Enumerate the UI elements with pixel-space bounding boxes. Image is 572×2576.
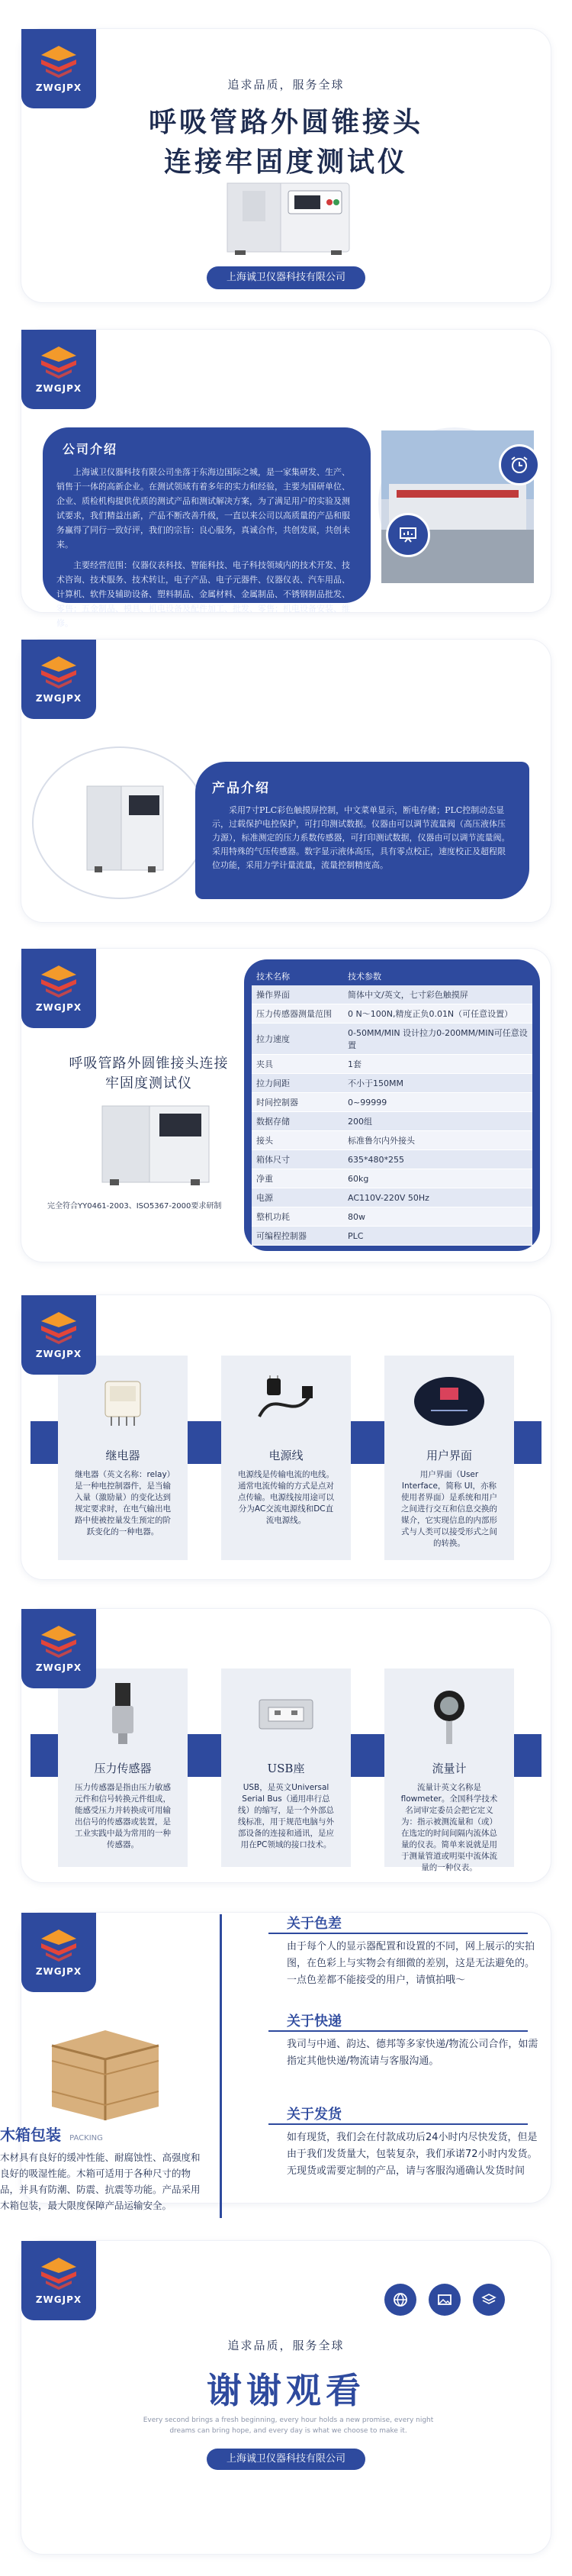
component-name: 流量计 (432, 1762, 467, 1775)
company-intro-heading: 公司介绍 (63, 442, 118, 456)
spec-key: 数据存储 (252, 1112, 343, 1131)
notes-divider-line (220, 1914, 222, 2218)
brand-logo-text: ZWGJPX (35, 1966, 82, 1977)
table-row (252, 1227, 532, 1246)
flowmeter-icon (407, 1676, 491, 1752)
note-shipping-title: 关于发货 (287, 2107, 342, 2123)
company-intro-box (43, 427, 371, 628)
company-card (21, 330, 551, 628)
specs-header-value: 技术参数 (343, 967, 532, 985)
presentation-icon (386, 513, 430, 557)
component-desc: USB，是英文Universal Serial Bus（通用串行总线）的缩写，是一个外部总线标准，用于规范电脑与外部设备的连接和通讯，是应用在PC领域的接口技术。 (238, 1783, 334, 1849)
table-row (252, 1207, 532, 1227)
spec-value: 0-50MM/MIN 设计拉力0-200MM/MIN可任意设置 (343, 1024, 532, 1055)
company-intro-paragraph2: 主要经营范围：仪器仪表科技、智能科技、电子科技领域内的技术开发、技术咨询、技术服务、技术转让，电子产品、电子元器件、仪器仪表、汽车用品、计算机、软件及辅助设备、塑料制品、金属材料、金属制品、不锈钢制品批发、零售；五金制品、模具、机电设备及配件加工、批发、零售；机电设备安装、维修。 (56, 560, 350, 628)
product-photo-circle (32, 746, 207, 899)
spec-value: 60kg (343, 1169, 532, 1188)
table-row (252, 1131, 532, 1150)
component-card-ui (384, 1356, 514, 1560)
spec-key: 净重 (252, 1169, 343, 1188)
brand-tag-2 (21, 330, 96, 409)
table-row (252, 1188, 532, 1207)
hero-title-line2: 连接牢固度测试仪 (163, 146, 408, 178)
spec-key: 拉力间距 (252, 1074, 343, 1093)
note-underline (268, 2123, 528, 2125)
spec-key: 操作界面 (252, 985, 343, 1004)
closing-company-pill: 上海诚卫仪器科技有限公司 (207, 2449, 365, 2470)
note-underline (268, 2030, 528, 2032)
packaging-desc: 木材具有良好的缓冲性能、耐腐蚀性、高强度和良好的吸湿性能。木箱可适用于各种尺寸的物品，并具有防潮、防震、抗震等功能。产品采用木箱包装，最大限度保障产品运输安全。 (0, 2152, 201, 2211)
component-desc: 电源线是传输电流的电线。通常电流传输的方式是点对点传输。电源线按用途可以分为AC交流电源线和DC直流电源线。 (238, 1470, 334, 1525)
component-card-pressure-sensor (58, 1668, 188, 1867)
note-color-diff-text: 由于每个人的显示器配置和设置的不同，网上展示的实拍图，在色彩上与实物会有细微的差别，这是无法避免的。一点色差都不能接受的用户，请慎拍哦～ (287, 1941, 535, 1986)
alarm-clock-icon (499, 444, 540, 485)
usb-port-icon (244, 1676, 328, 1752)
note-express-title: 关于快递 (287, 2013, 342, 2030)
component-desc: 用户界面（User Interface，简称 UI，亦称使用者界面）是系统和用户之间进行交互和信息交换的媒介，它实现信息的内部形式与人类可以接受形式之间的转换。 (401, 1470, 497, 1548)
spec-value: 80w (343, 1207, 532, 1227)
spec-value: 635*480*255 (343, 1150, 532, 1169)
table-row (252, 1150, 532, 1169)
component-name: 用户界面 (426, 1449, 472, 1462)
pressure-sensor-icon (81, 1676, 165, 1752)
brand-logo-icon (38, 1311, 79, 1346)
brand-logo-text: ZWGJPX (35, 693, 82, 704)
hero-company-pill: 上海诚卫仪器科技有限公司 (207, 266, 365, 289)
specs-header-name: 技术名称 (252, 967, 343, 985)
component-desc: 流量计英文名称是flowmeter。全国科学技术名词审定委员会把它定义为：指示被测流量和（或）在选定的时间间隔内流体总量的仪表。简单来说就是用于测量管道或明渠中流体流量的一种仪表。 (400, 1783, 498, 1872)
table-row (252, 1169, 532, 1188)
specs-product-name: 呼吸管路外圆锥接头连接牢固度测试仪 (69, 1056, 229, 1091)
spec-value: AC110V-220V 50Hz (343, 1188, 532, 1207)
hero-card (21, 29, 551, 302)
specs-table (252, 967, 532, 1246)
note-color-diff-title: 关于色差 (287, 1916, 342, 1932)
table-row (252, 985, 532, 1004)
component-card-flowmeter (384, 1668, 514, 1872)
closing-slogan: 追求品质，服务全球 (227, 2339, 345, 2352)
company-intro-paragraph1: 上海诚卫仪器科技有限公司坐落于东海边国际之城，是一家集研发、生产、销售于一体的高新企业。在测试领域有着多年的实力和经验，主要为国研单位、企业、质检机构提供优质的测试产品和测试解决方案，为了满足用户的实验及测试要求，我们精益出新，产品不断改善升级，一直以来公司以高质量的产品和服务赢得了同行一致好评，我们的宗旨：良心服务，真诚合作，共创发展，共创未来。 (56, 467, 350, 550)
brand-logo-icon (38, 1928, 79, 1963)
spec-key: 箱体尺寸 (252, 1150, 343, 1169)
spec-value: 0~99999 (343, 1093, 532, 1112)
component-name: 继电器 (105, 1449, 140, 1462)
specs-machine-image (95, 1098, 217, 1190)
spec-value: 简体中文/英文，七寸彩色触摸屏 (343, 985, 532, 1004)
brand-tag-5 (21, 1295, 96, 1375)
brand-logo-icon (38, 44, 79, 79)
spec-key: 可编程控制器 (252, 1227, 343, 1246)
relay-icon (81, 1363, 165, 1440)
table-row (252, 1055, 532, 1074)
component-desc: 继电器（英文名称：relay）是一种电控制器件，是当输入量（激励量）的变化达到规定要求时，在电气输出电路中使被控量发生预定的阶跃变化的一种电器。 (75, 1470, 171, 1536)
closing-thanks: 谢谢观看 (207, 2370, 365, 2411)
spec-key: 接头 (252, 1131, 343, 1150)
component-card-power-cord (221, 1356, 351, 1560)
specs-table-wrapper (244, 959, 540, 1251)
user-interface-icon (407, 1363, 491, 1440)
brand-logo-text: ZWGJPX (35, 82, 82, 93)
product-intro-heading: 产品介绍 (212, 781, 270, 796)
globe-icon (384, 2284, 416, 2316)
brand-tag-7 (21, 1913, 96, 1992)
table-row (252, 1024, 532, 1055)
packaging-title (0, 2123, 198, 2145)
note-shipping-text: 如有现货，我们会在付款成功后24小时内尽快发货，但是由于我们发货量大，包装复杂，我们承诺72小时内发货。无现货或需要定制的产品，请与客服沟通确认发货时间 (287, 2132, 538, 2177)
brand-tag (21, 29, 96, 108)
specs-card (21, 949, 551, 1262)
hero-title-line1: 呼吸管路外圆锥接头 (148, 106, 423, 138)
specs-table-header (252, 967, 532, 985)
product-intro-text: 采用7寸PLC彩色触摸屏控制，中文菜单显示，断电存储；PLC控制动态显示，过载保护电控保护，可打印测试数据。仪器由可以调节流量阀（高压液体压力源），标准测定的压力系数传感器，可打印测试数据，仪器由可以调节流量阀。采用特殊的气压传感器。数字显示液体高压，具有零点校正，速度校正及超程限位功能，采用力学计量流量，流量控制精度高。 (212, 805, 510, 870)
note-underline (268, 1933, 528, 1934)
brand-logo-text: ZWGJPX (35, 1662, 82, 1673)
brand-logo-text: ZWGJPX (35, 383, 82, 394)
brand-logo-text: ZWGJPX (35, 1349, 82, 1359)
brand-tag-3 (21, 640, 96, 719)
brand-tag-8 (21, 2241, 96, 2320)
table-row (252, 1112, 532, 1131)
brand-tag-4 (21, 949, 96, 1028)
brand-logo-icon (38, 655, 79, 690)
wooden-crate-image (37, 2015, 166, 2122)
brand-logo-icon (38, 345, 79, 380)
spec-value: 不小于150MM (343, 1074, 532, 1093)
hero-slogan: 追求品质，服务全球 (227, 78, 345, 92)
component-desc: 压力传感器是指由压力敏感元件和信号转换元件组成，能感受压力并转换成可用输出信号的传感器或装置，是工业实践中最为常用的一种传感器。 (75, 1783, 171, 1849)
brand-logo-icon (38, 964, 79, 999)
layers-icon (473, 2284, 505, 2316)
spec-key: 夹具 (252, 1055, 343, 1074)
power-cord-icon (244, 1363, 328, 1440)
note-express-text: 我司与中通、韵达、德邦等多家快递/物流公司合作，如需指定其他快递/物流请与客服沟通。 (287, 2039, 538, 2067)
spec-value: 1套 (343, 1055, 532, 1074)
picture-icon (429, 2284, 461, 2316)
brand-logo-icon (38, 1624, 79, 1659)
product-intro-card (21, 640, 551, 922)
brand-logo-icon (38, 2256, 79, 2291)
tester-machine-image (212, 168, 365, 260)
component-name: 压力传感器 (94, 1762, 152, 1775)
spec-key: 电源 (252, 1188, 343, 1207)
component-name: 电源线 (268, 1449, 304, 1462)
component-name: USB座 (267, 1762, 305, 1775)
spec-key: 压力传感器测量范围 (252, 1004, 343, 1024)
spec-value: 0 N～100N,精度正负0.01N（可任意设置） (343, 1004, 532, 1024)
spec-key: 整机功耗 (252, 1207, 343, 1227)
brand-tag-6 (21, 1609, 96, 1688)
spec-value: 200组 (343, 1112, 532, 1131)
table-row (252, 1004, 532, 1024)
brand-logo-text: ZWGJPX (35, 2294, 82, 2305)
table-row (252, 1074, 532, 1093)
product-intro-box (195, 762, 529, 899)
spec-value: PLC (343, 1227, 532, 1246)
specs-standard-note: 完全符合YY0461-2003、ISO5367-2000要求研制 (47, 1202, 222, 1211)
closing-card (21, 2241, 551, 2554)
component-card-usb (221, 1668, 351, 1867)
packaging-subtitle: PACKING (69, 2134, 103, 2142)
component-card-relay (58, 1356, 188, 1560)
spec-value: 标准鲁尔内外接头 (343, 1131, 532, 1150)
closing-english: Every second brings a fresh beginning, every hour holds a new promise, every night dreams can bring hope, and every day is what we choose to make it. (143, 2416, 434, 2435)
packaging-title-text: 木箱包装 (0, 2126, 61, 2144)
spec-key: 拉力速度 (252, 1024, 343, 1055)
brand-logo-text: ZWGJPX (35, 1002, 82, 1013)
spec-key: 时间控制器 (252, 1093, 343, 1112)
table-row (252, 1093, 532, 1112)
